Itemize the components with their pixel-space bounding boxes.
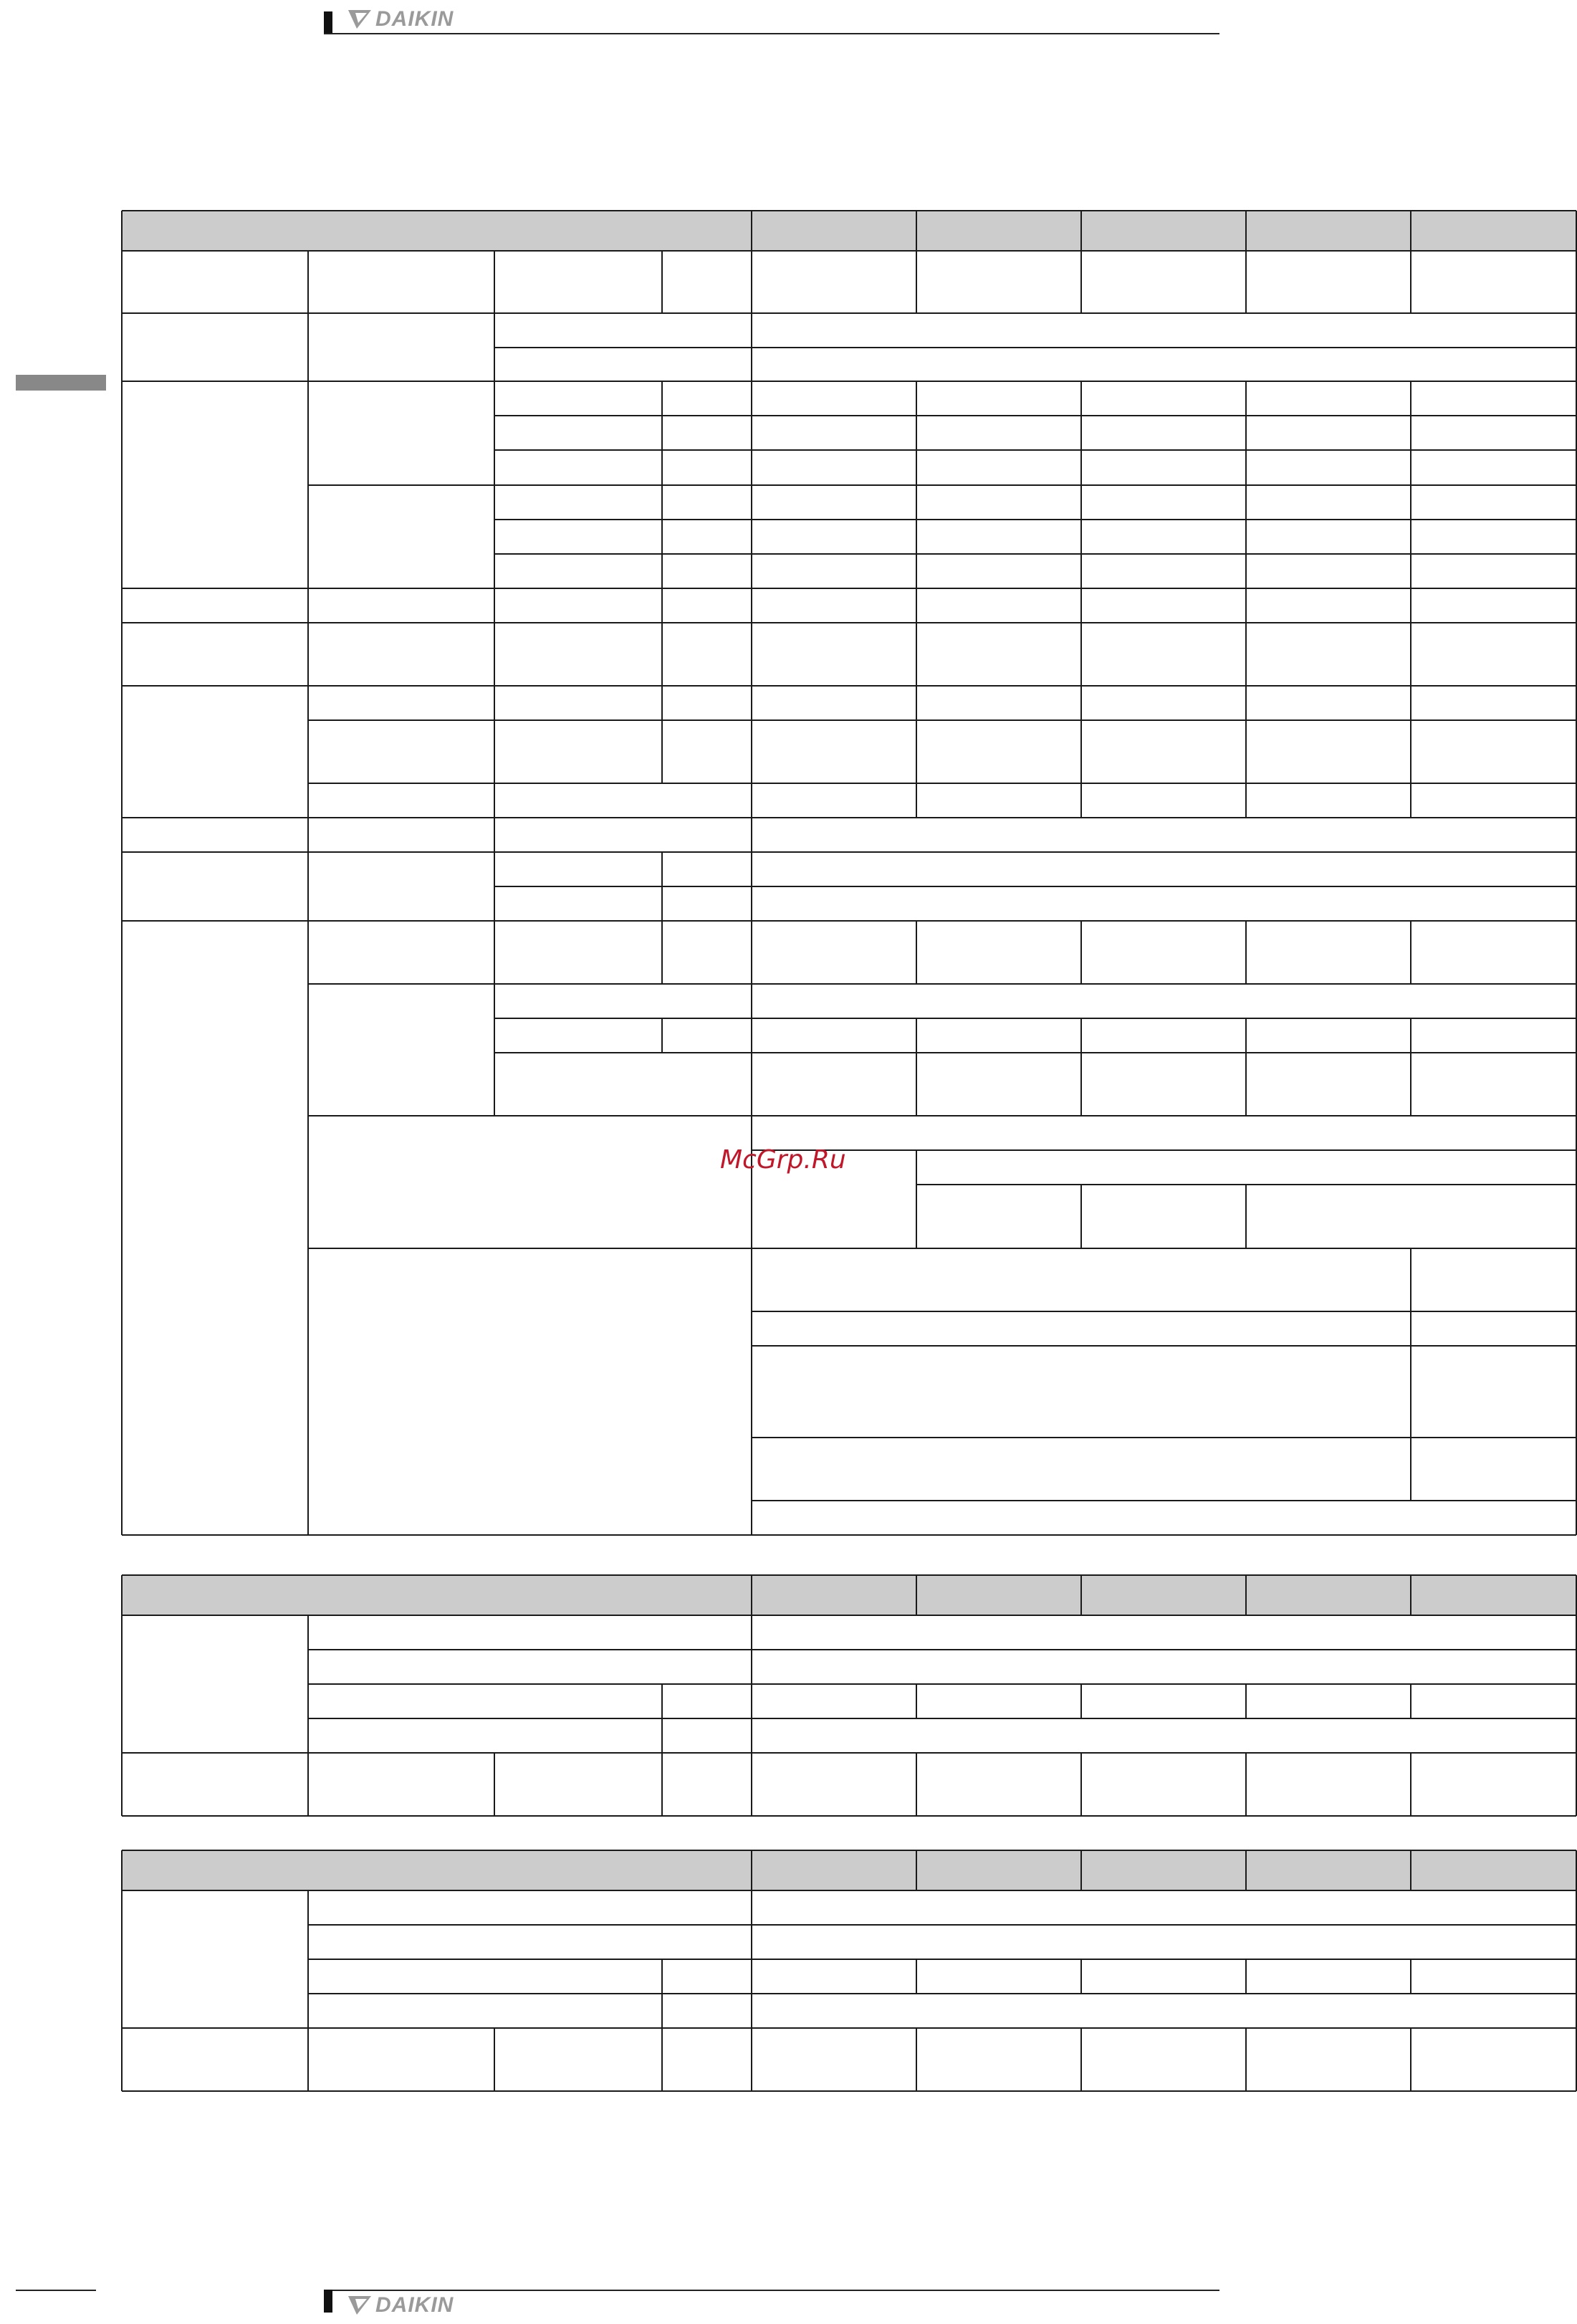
footer-brand-text: DAIKIN (375, 2293, 454, 2317)
footer-left-rule (16, 2290, 96, 2291)
table2 (122, 1575, 1576, 1816)
daikin-triangle-logo-icon (347, 2295, 373, 2316)
table1 (122, 211, 1576, 1535)
header-brand-text: DAIKIN (375, 7, 454, 31)
footer-marker-bar (324, 2290, 332, 2313)
table3 (122, 1850, 1576, 2091)
watermark-text: McGrp.Ru (720, 1145, 846, 1175)
footer-rule (324, 2290, 1219, 2291)
footer-logo (347, 2293, 454, 2318)
